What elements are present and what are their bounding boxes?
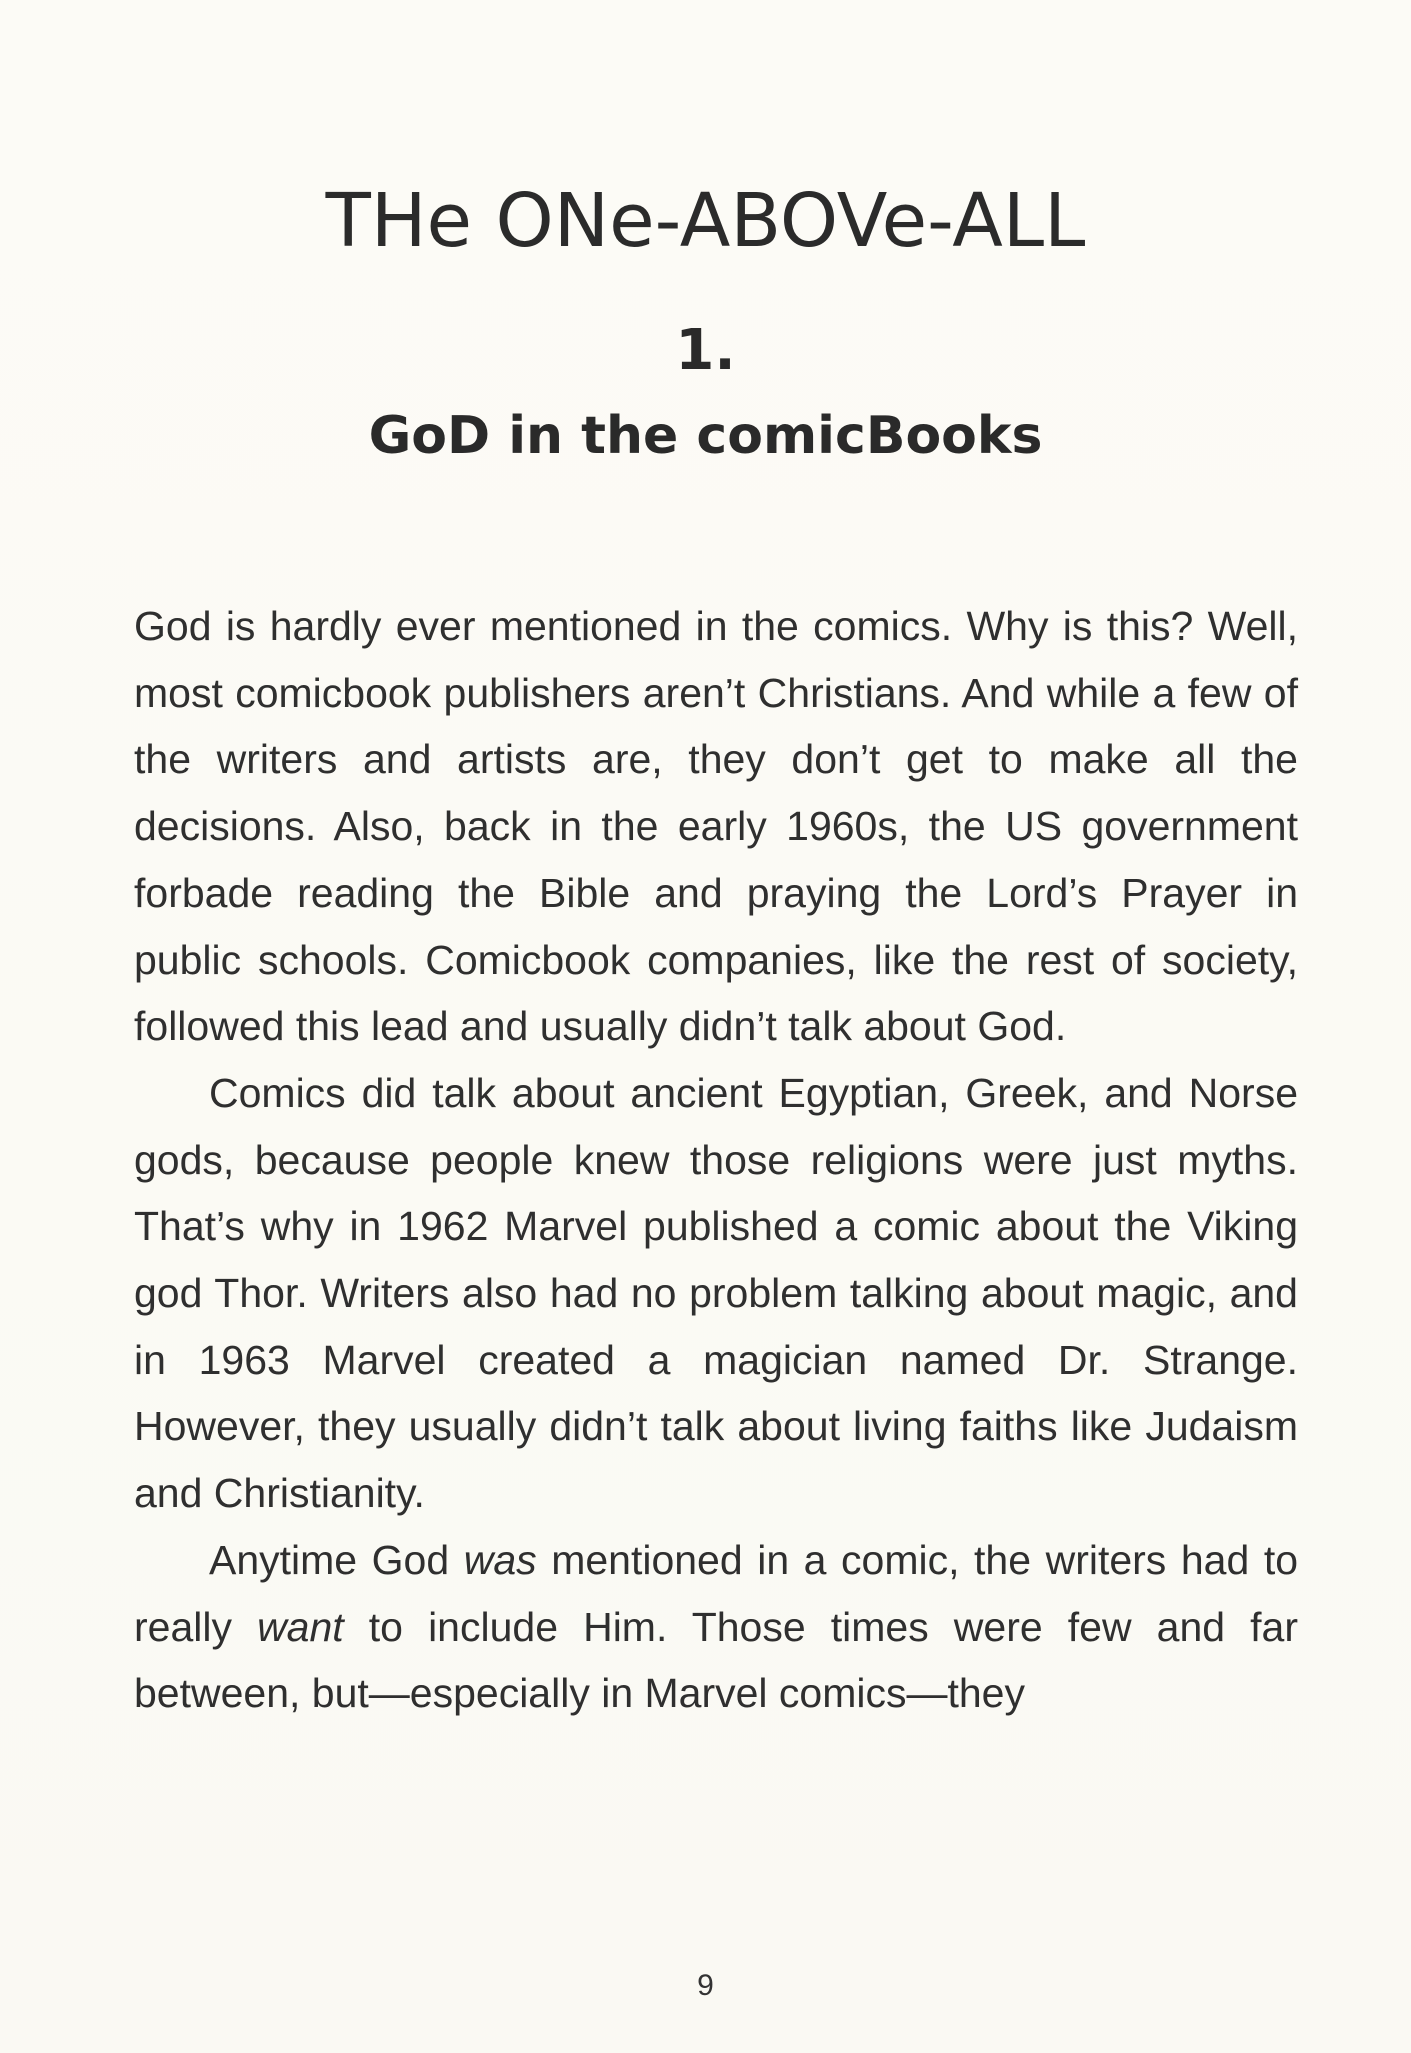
emphasis-want: want <box>257 1603 344 1650</box>
section-title: THe ONe-ABOVe-ALL <box>325 178 1086 264</box>
paragraph-1-text: God is hardly ever mentioned in the comics. Why is this? Well, most comicbook publishers aren’t Christians. And while a few of the writers and artists are, they don’t get to make all the decisions. Also, back in the early 1960s, the US government forbade reading the Bible and praying the Lord’s Prayer in public schools. Comicbook companies, like the rest of society, followed this lead and usually didn’t talk about God. <box>134 603 1298 1050</box>
paragraph-3 <box>134 1527 1298 1727</box>
body-text <box>134 593 1298 1727</box>
paragraph-1 <box>134 593 1298 1060</box>
emphasis-was: was <box>463 1536 537 1583</box>
paragraph-2-text: Comics did talk about ancient Egyptian, Greek, and Norse gods, because people knew those religions were just myths. That’s why in 1962 Marvel published a comic about the Viking god Thor. Writers also had no problem talking about magic, and in 1963 Marvel created a magician named Dr. Strange. However, they usually didn’t talk about living faiths like Judaism and Christianity. <box>134 1069 1298 1517</box>
chapter-title: GoD in the comicBooks <box>368 406 1043 466</box>
chapter-number: 1. <box>675 318 736 383</box>
paragraph-2 <box>134 1060 1298 1527</box>
paragraph-3-text: to include Him. Those times were few and far between, but—especially in Marvel comics—they <box>134 1603 1298 1717</box>
page-number: 9 <box>697 1969 714 2002</box>
paragraph-3-text: Anytime God <box>209 1536 464 1583</box>
paragraph-3-text: mentioned in a comic, the writers had to really <box>134 1536 1299 1650</box>
